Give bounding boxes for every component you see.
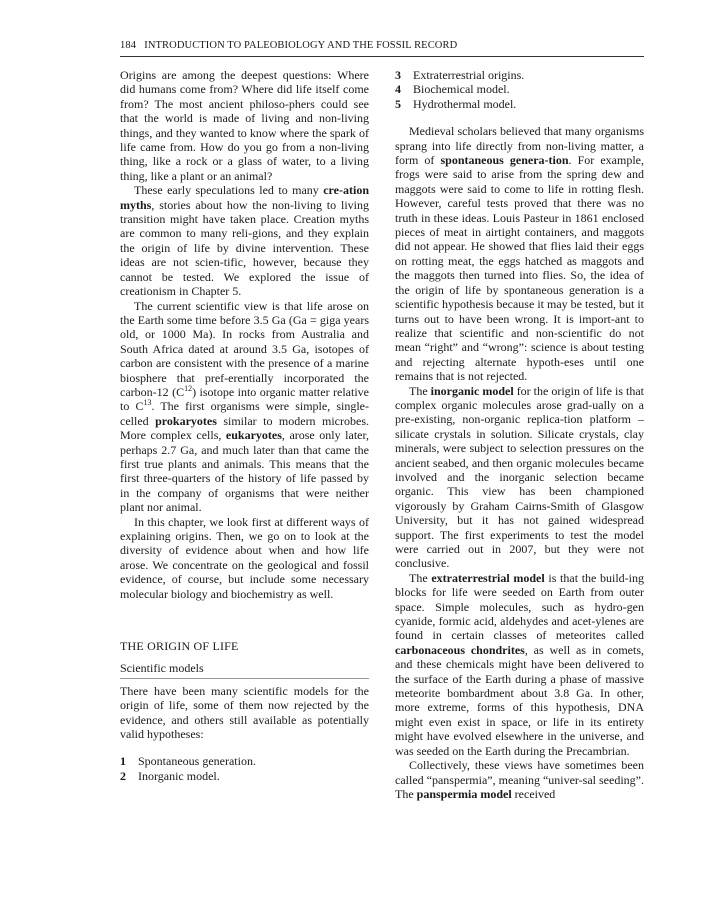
- list-item: 1 Spontaneous generation.: [120, 754, 256, 769]
- paragraph: There have been many scientific models for the origin of life, some of them now rejected by the evidence, and others still available as potentially valid hypotheses:: [120, 683, 369, 742]
- model-list: [120, 754, 369, 783]
- key-term: carbonaceous chondrites: [395, 642, 525, 657]
- list-item: 2 Inorganic model.: [120, 768, 220, 783]
- model-list: [395, 68, 644, 111]
- paragraph: Collectively, these views have sometimes been called “panspermia”, meaning “univer-sal seeding”. The panspermia model received: [395, 758, 644, 801]
- key-term: inorganic model: [430, 383, 514, 398]
- paragraph: Origins are among the deepest questions: Where did humans come from? Where did life itself come from? The most ancient philoso-phers could see that the world is made of living and non-living things, and they wanted to know where the spark of life came from. How do you go from a non-living thing, like a rock or a glass of water, to a living thing, like a plant or an animal?: [120, 68, 369, 183]
- section-heading: THE ORIGIN OF LIFE: [120, 639, 239, 654]
- paragraph: The current scientific view is that life arose on the Earth some time before 3.5 Ga (Ga = giga years old, or 1000 Ma). In rocks from Australia and South Africa dated at around 3.5 Ga, isotopes of carbon are consistent with the presence of a marine biosphere that pref-erentially incorporated the carbon-12 $(C^{12})$ isotope into organic matter relative to $C^{13}$. The first organisms were simple, single-celled prokaryotes similar to modern microbes. More complex cells, eukaryotes, arose only later, perhaps 2.7 Ga, and much later than that came the first true plants and animals. This means that the first three-quarters of the history of life passed by in the company of organisms that were neither plant nor animal.: [120, 298, 369, 515]
- paragraph: The extraterrestrial model is that the build-ing blocks for life were seeded on Earth from outer space. Simple molecules, such as hydro-gen cyanide, formic acid, aldehydes and acet-ylenes are found in certain classes of meteorites called carbonaceous chondrites, as well as in comets, and these chemicals might have been delivered to the surface of the Earth during a phase of massive meteorite bombardment about 3.8 Ga. In other, more extreme, forms of this hypothesis, DNA might even exist in space, or life in its entirety might have evolved elsewhere in the universe, and was seeded on the Earth during the Precambrian.: [395, 570, 645, 758]
- running-header: [120, 40, 644, 51]
- key-term: panspermia model: [416, 786, 512, 801]
- left-column: [120, 68, 369, 783]
- key-term: prokaryotes: [155, 413, 217, 428]
- list-item: 3 Extraterrestrial origins.: [395, 68, 525, 82]
- running-title: INTRODUCTION TO PALEOBIOLOGY AND THE FOSSIL RECORD: [144, 40, 458, 51]
- right-column: [395, 68, 644, 801]
- key-term: spontaneous genera-tion: [440, 153, 569, 168]
- paragraph: In this chapter, we look first at different ways of explaining origins. Then, we go on to look at the diversity of evidence about when and how life arose. We concentrate on the geological and fossil evidence, of course, but include some necessary molecular biology and biochemistry as well.: [120, 514, 369, 601]
- page-number: 184: [120, 40, 137, 51]
- paragraph: Medieval scholars believed that many organisms sprang into life directly from non-living matter, a form of spontaneous genera-tion. For example, frogs were said to arise from the spring dew and maggots were said to come to life in rotting flesh. However, careful tests proved that there was no truth in these ideas. Louis Pasteur in 1861 enclosed pieces of meat in airtight containers, and maggots did not appear. He showed that flies laid their eggs on rotting meat, the eggs hatched as maggots and the maggots then turned into flies. So, the idea of the origin of life by spontaneous generation is a scientific hypothesis because it may be tested, but it turns out to have been wrong. It is import-ant to realize that scientific and non-scientific do not mean “right” and “wrong”: science is about testing and rejecting alternate hypoth-eses until one remains that is not rejected.: [395, 124, 644, 384]
- list-item: 5 Hydrothermal model.: [395, 96, 517, 111]
- paragraph: The inorganic model for the origin of life is that complex organic molecules arose grad-ually on a pre-existing, non-organic replica-tion platform – silicate crystals in solution. Silicate crystals, clay minerals, were subject to selection pressures on the ancient seabed, and then organic molecules became involved and the inorganic selection became organic. This view has been championed vigorously by Graham Cairns-Smith of Glasgow University, but it has not gained widespread support. The first experiments to test the model were carried out in 2007, but they were not conclusive.: [395, 383, 645, 571]
- list-item: 4 Biochemical model.: [395, 82, 510, 97]
- key-term: extraterrestrial model: [431, 570, 545, 585]
- subsection-heading: Scientific models: [120, 661, 204, 676]
- paragraph: These early speculations led to many cre-ation myths, stories about how the non-living to living transition might have taken place. Creation myths are common to many reli-gions, and they explain the origin of life by divine intervention. These ideas are not scien-tific, however, because they cannot be tested. We explored the issue of creationism in Chapter 5.: [120, 183, 369, 299]
- key-term: eukaryotes: [225, 428, 282, 443]
- header-rule: [120, 56, 644, 57]
- key-term: cre-ation myths: [120, 183, 369, 212]
